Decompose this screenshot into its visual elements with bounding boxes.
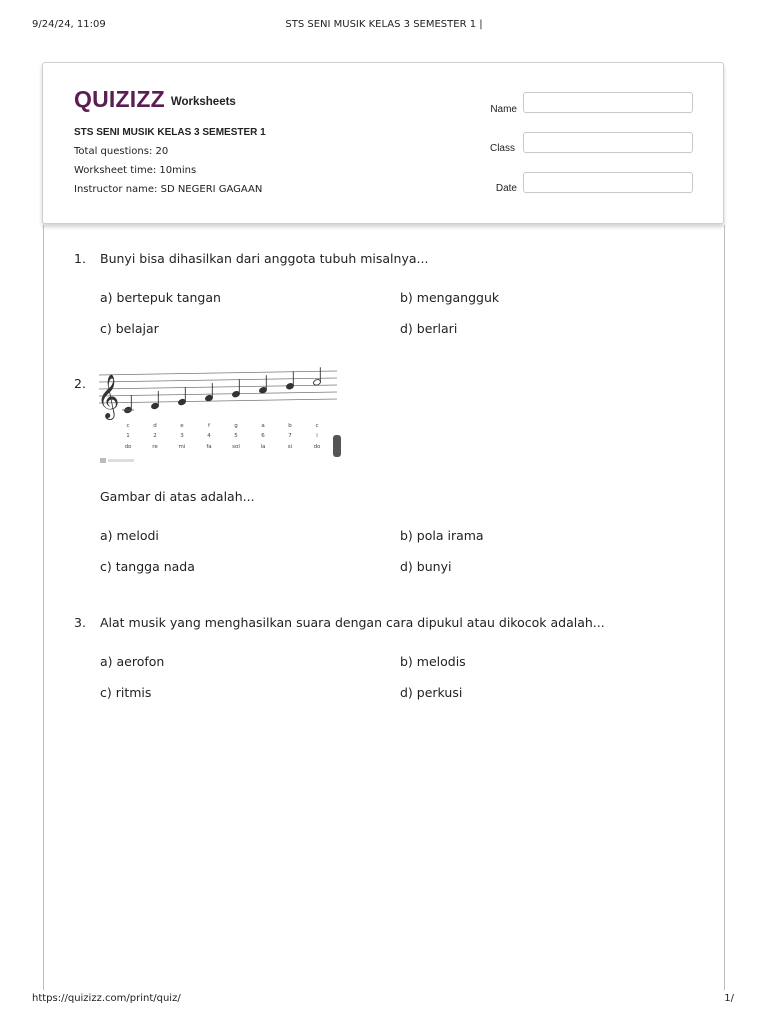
note-number: 6 [261,433,265,439]
note-letter: e [180,423,184,429]
note-number: i [316,433,318,439]
q1-option-c[interactable]: c) belajar [100,321,159,336]
logo-subtitle: Worksheets [170,96,236,108]
image-edge-shadow [333,435,341,457]
note-number: 7 [288,433,292,439]
music-scale-image [97,367,341,465]
treble-clef-icon: 𝄞 [97,374,120,418]
name-field[interactable] [523,92,693,113]
total-questions: Total questions: 20 [74,146,169,157]
note-syllable: do [124,444,132,450]
q1-option-b[interactable]: b) mengangguk [400,290,500,305]
note-syllable: fa [206,444,212,450]
note-number: 2 [153,433,157,439]
question-number: 1. [74,251,86,266]
print-page-number: 1/ [724,993,734,1004]
question-number: 3. [74,615,86,630]
date-field[interactable] [523,172,693,193]
page-border-left [43,225,44,990]
note-number: 3 [180,433,184,439]
note-syllable: re [152,444,158,450]
q3-option-a[interactable]: a) aerofon [100,654,165,669]
note-letter: g [234,423,238,429]
note-letter: a [261,423,265,429]
note-letter: d [153,423,157,429]
watermark-text-bar [108,459,134,462]
note-syllable: sol [232,444,240,450]
quizizz-logo [74,85,236,111]
logo-wordmark: QUIZIZZ [74,86,165,112]
q2-option-c[interactable]: c) tangga nada [100,559,195,574]
class-field[interactable] [523,132,693,153]
note-letter: c [315,423,319,429]
note-syllable: si [287,444,293,450]
note-syllable: la [260,444,266,450]
print-url: https://quizizz.com/print/quiz/ [32,993,181,1004]
q3-option-c[interactable]: c) ritmis [100,685,152,700]
q2-option-d[interactable]: d) bunyi [400,559,452,574]
watermark-icon [100,458,106,463]
note-number: 1 [126,433,130,439]
q3-option-b[interactable]: b) melodis [400,654,466,669]
note-letter: f [208,423,210,429]
note-number: 5 [234,433,238,439]
note-letter: c [126,423,130,429]
worksheet-header [42,62,724,224]
page-border-right [724,225,725,990]
q3-option-d[interactable]: d) perkusi [400,685,463,700]
print-title: STS SENI MUSIK KELAS 3 SEMESTER 1 | [285,19,483,30]
date-label: Date [495,183,517,194]
name-label: Name [490,104,517,115]
print-date: 9/24/24, 11:09 [32,19,106,30]
question-text: Alat musik yang menghasilkan suara dengan cara dipukul atau dikocok adalah... [100,615,605,630]
q1-option-d[interactable]: d) berlari [400,321,458,336]
note-number: 4 [207,433,211,439]
note-syllable: mi [178,444,186,450]
q2-option-b[interactable]: b) pola irama [400,528,484,543]
instructor-name: Instructor name: SD NEGERI GAGAAN [74,184,263,195]
class-label: Class [489,143,515,154]
note-letter: b [288,423,292,429]
question-number: 2. [74,376,86,391]
worksheet-time: Worksheet time: 10mins [74,165,197,176]
q2-option-a[interactable]: a) melodi [100,528,159,543]
quiz-title: STS SENI MUSIK KELAS 3 SEMESTER 1 [74,127,266,138]
q1-option-a[interactable]: a) bertepuk tangan [100,290,221,305]
question-text: Gambar di atas adalah... [100,489,255,504]
note-syllable: do [313,444,321,450]
question-text: Bunyi bisa dihasilkan dari anggota tubuh misalnya... [100,251,429,266]
